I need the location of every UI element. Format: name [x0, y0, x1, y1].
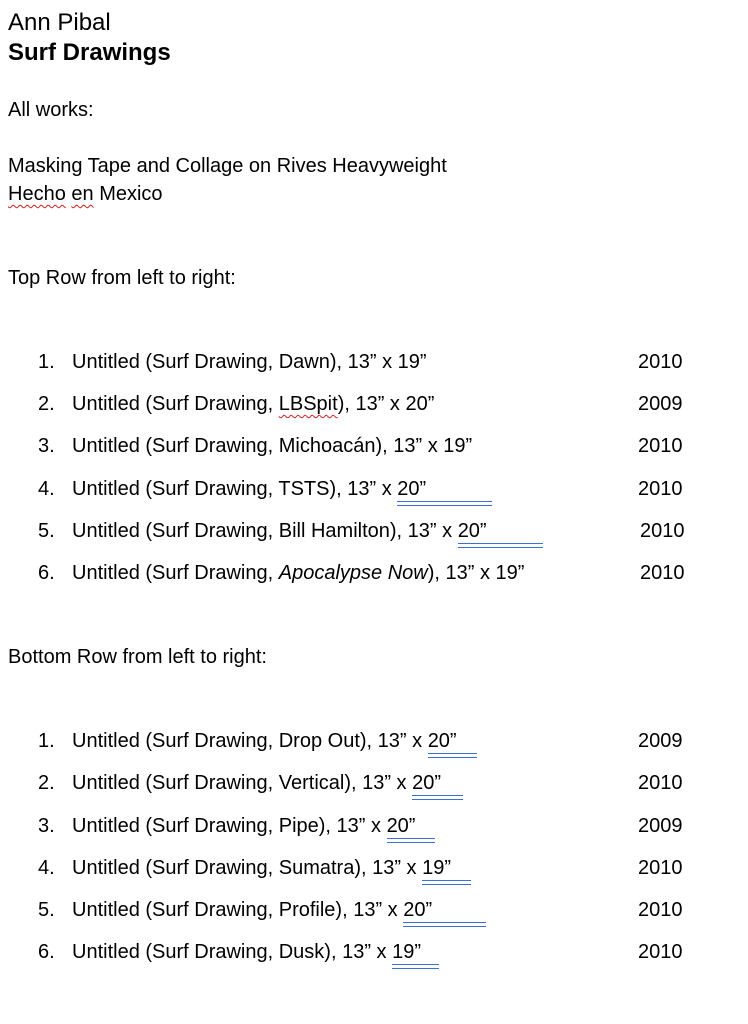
list-number: 3.: [38, 435, 55, 458]
spacer: [8, 671, 738, 727]
list-item: [8, 390, 738, 432]
artwork-description: Untitled (Surf Drawing, TSTS), 13” x 20”: [72, 475, 492, 503]
artwork-description: Untitled (Surf Drawing, Dusk), 13” x 19”: [72, 938, 439, 966]
list-item: [8, 769, 738, 811]
artwork-description: Untitled (Surf Drawing, Vertical), 13” x 20”: [72, 769, 463, 797]
artwork-description: Untitled (Surf Drawing, Pipe), 13” x 20”: [72, 812, 435, 840]
origin-word: Mexico: [99, 183, 163, 205]
list-item: [8, 938, 738, 980]
grammar-flagged-dimension[interactable]: 20”: [397, 475, 492, 503]
list-number: 3.: [38, 814, 55, 837]
list-item: [8, 432, 738, 474]
list-number: 5.: [38, 898, 55, 921]
list-number: 1.: [38, 730, 55, 753]
italic-film-title: Apocalypse Now: [278, 561, 428, 584]
document-page: [8, 8, 738, 980]
grammar-flagged-dimension[interactable]: 19”: [392, 938, 439, 966]
artwork-year: 2010: [640, 519, 685, 542]
list-number: 6.: [38, 561, 55, 584]
artwork-year: 2009: [638, 730, 683, 753]
artwork-description: Untitled (Surf Drawing, Drop Out), 13” x 20”: [72, 727, 477, 755]
list-number: 4.: [38, 477, 55, 500]
top-row-list: [8, 348, 738, 601]
list-item: [8, 854, 738, 896]
grammar-flagged-dimension[interactable]: 20”: [428, 727, 477, 755]
spellcheck-flagged-word[interactable]: en: [71, 183, 94, 205]
list-item: [8, 517, 738, 559]
artwork-description: Untitled (Surf Drawing, LBSpit), 13” x 20”: [72, 393, 435, 416]
artwork-description: Untitled (Surf Drawing, Sumatra), 13” x 19”: [72, 854, 471, 882]
bottom-row-list: [8, 727, 738, 980]
spacer: [8, 292, 738, 348]
artwork-year: 2010: [638, 898, 683, 921]
list-item: [8, 812, 738, 854]
list-item: [8, 348, 738, 390]
artwork-description: Untitled (Surf Drawing, Profile), 13” x 20”: [72, 896, 486, 924]
grammar-flagged-dimension[interactable]: 19”: [422, 854, 471, 882]
spacer: [8, 601, 738, 643]
artwork-year: 2010: [638, 856, 683, 879]
artist-name: Ann Pibal: [8, 9, 111, 36]
grammar-flagged-dimension[interactable]: 20”: [403, 896, 486, 924]
list-number: 1.: [38, 351, 55, 373]
artwork-year: 2009: [638, 814, 683, 837]
spacer: [8, 208, 738, 264]
grammar-flagged-dimension[interactable]: 20”: [458, 517, 543, 545]
top-row-heading: Top Row from left to right:: [8, 267, 236, 289]
all-works-label: All works:: [8, 99, 94, 121]
artwork-description: Untitled (Surf Drawing, Bill Hamilton), 13” x 20”: [72, 517, 543, 545]
origin-text: [8, 180, 738, 208]
spacer: [8, 68, 738, 96]
artwork-description: Untitled (Surf Drawing, Michoacán), 13” x 19”: [72, 435, 473, 458]
grammar-flagged-dimension[interactable]: 20”: [412, 769, 463, 797]
bottom-row-heading: Bottom Row from left to right:: [8, 646, 267, 669]
artwork-description: Untitled (Surf Drawing, Apocalypse Now), 13” x 19”: [72, 561, 525, 584]
list-number: 2.: [38, 393, 55, 416]
document-title: Surf Drawings: [8, 39, 171, 66]
artwork-year: 2009: [638, 393, 683, 416]
spellcheck-flagged-word[interactable]: Hecho: [8, 183, 66, 205]
list-item: [8, 896, 738, 938]
medium-text: Masking Tape and Collage on Rives Heavyweight: [8, 155, 447, 177]
spacer: [8, 124, 738, 152]
list-number: 4.: [38, 856, 55, 879]
list-item: [8, 727, 738, 769]
artwork-year: 2010: [638, 772, 683, 795]
artwork-year: 2010: [638, 435, 683, 458]
list-item: [8, 475, 738, 517]
list-item: [8, 559, 738, 601]
artwork-description: Untitled (Surf Drawing, Dawn), 13” x 19”: [72, 351, 427, 373]
list-number: 5.: [38, 519, 55, 542]
spellcheck-flagged-word[interactable]: LBSpit: [278, 393, 338, 416]
artwork-year: 2010: [638, 941, 683, 964]
artwork-year: 2010: [638, 477, 683, 500]
list-number: 2.: [38, 772, 55, 795]
list-number: 6.: [38, 941, 55, 964]
grammar-flagged-dimension[interactable]: 20”: [387, 812, 436, 840]
artwork-year: 2010: [638, 351, 683, 373]
artwork-year: 2010: [640, 561, 685, 584]
